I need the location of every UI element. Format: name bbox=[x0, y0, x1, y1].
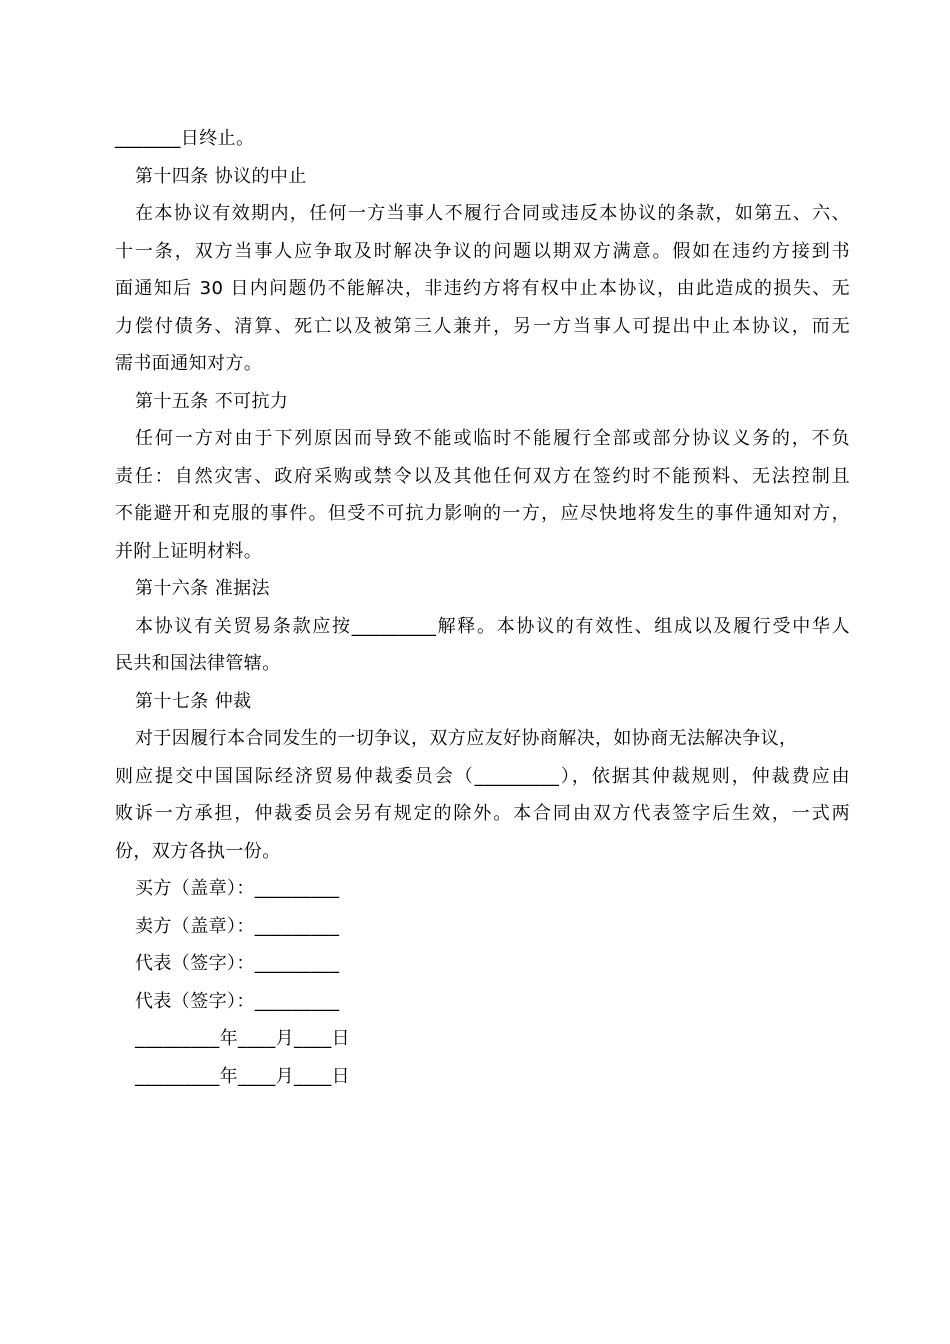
paragraph bbox=[115, 420, 850, 570]
paragraph bbox=[115, 608, 850, 683]
paragraph-line: 败诉一方承担，仲裁委员会另有规定的除外。本合同由双方代表签字后生效，一式两 bbox=[115, 803, 850, 824]
paragraph-line: 面通知后 30 日内问题仍不能解决，非违约方将有权中止本协议，由此造成的损失、无 bbox=[115, 278, 850, 299]
paragraph-line: 十一条，双方当事人应争取及时解决争议的问题以期双方满意。假如在违约方接到书 bbox=[115, 240, 850, 262]
article-heading: 第十四条 协议的中止 bbox=[135, 165, 307, 187]
text-line: 卖方（盖章）：_________ bbox=[135, 915, 340, 937]
text-line: _______日终止。 bbox=[115, 128, 255, 149]
paragraph-line: 任何一方对由于下列原因而导致不能或临时不能履行全部或部分协议义务的，不负 bbox=[135, 428, 850, 449]
paragraph-line: 并附上证明材料。 bbox=[115, 540, 263, 562]
paragraph bbox=[115, 195, 850, 383]
paragraph-line: 在本协议有效期内，任何一方当事人不履行合同或违反本协议的条款，如第五、六、 bbox=[135, 203, 850, 224]
article-heading: 第十五条 不可抗力 bbox=[135, 390, 289, 412]
paragraph bbox=[115, 720, 850, 870]
paragraph-line: 对于因履行本合同发生的一切争议，双方应友好协商解决，如协商无法解决争议， bbox=[135, 728, 798, 749]
paragraph-line: 责任：自然灾害、政府采购或禁令以及其他任何双方在签约时不能预料、无法控制且 bbox=[115, 465, 850, 487]
text-line: 买方（盖章）：_________ bbox=[135, 878, 340, 899]
text-line: _________年____月____日 bbox=[135, 1028, 350, 1049]
text-line: 代表（签字）：_________ bbox=[135, 953, 340, 974]
paragraph-line: 份，双方各执一份。 bbox=[115, 840, 281, 862]
document-body bbox=[115, 120, 850, 1095]
text-line: _________年____月____日 bbox=[135, 1065, 350, 1087]
article-heading: 第十七条 仲裁 bbox=[135, 690, 252, 712]
text-line: 代表（签字）：_________ bbox=[135, 990, 340, 1012]
paragraph-line: 民共和国法律管辖。 bbox=[115, 653, 281, 674]
paragraph-line: 需书面通知对方。 bbox=[115, 353, 263, 374]
paragraph-line: 力偿付债务、清算、死亡以及被第三人兼并，另一方当事人可提出中止本协议，而无 bbox=[115, 315, 850, 337]
article-heading: 第十六条 准据法 bbox=[135, 578, 270, 599]
paragraph-line: 不能避开和克服的事件。但受不可抗力影响的一方，应尽快地将发生的事件通知对方， bbox=[115, 503, 850, 524]
paragraph-line: 则应提交中国国际经济贸易仲裁委员会（_________），依据其仲裁规则，仲裁费应由 bbox=[115, 765, 850, 787]
paragraph-line: 本协议有关贸易条款应按_________解释。本协议的有效性、组成以及履行受中华人 bbox=[135, 615, 850, 637]
